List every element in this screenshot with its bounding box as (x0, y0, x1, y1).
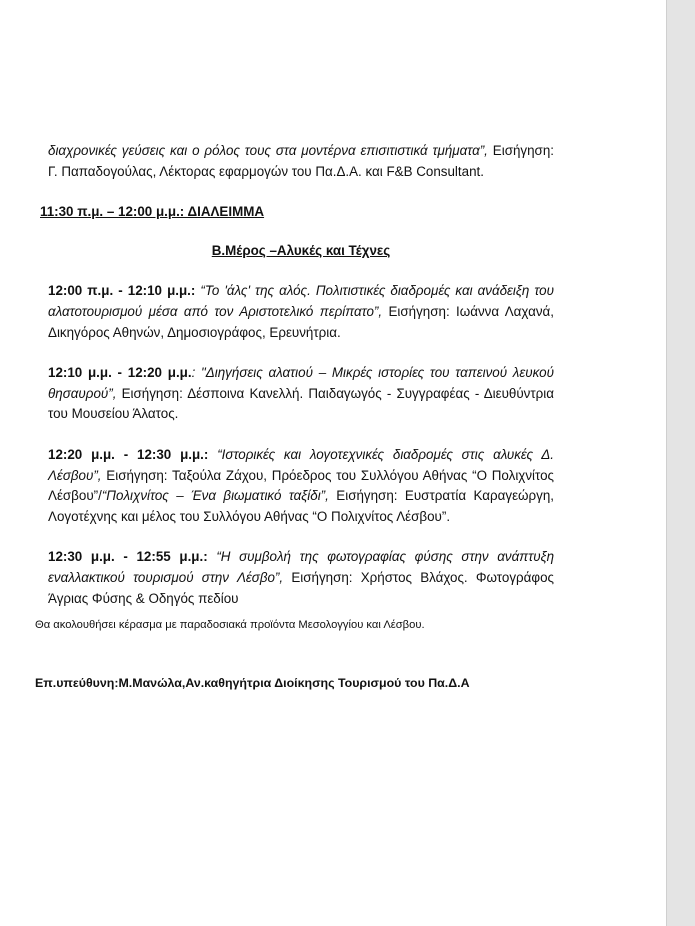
talk-speaker: Εισήγηση: Δέσποινα Κανελλή. Παιδαγωγός - Συγγραφέας - Διευθύντρια του Μουσείου Άλατος. (48, 385, 554, 422)
talk-title: : "Διηγήσεις αλατιού – Μικρές ιστορίες του ταπεινού λευκού θησαυρού”, (48, 365, 554, 401)
intro-italic-text: διαχρονικές γεύσεις και ο ρόλος τους στα μοντέρνα επισιτιστικά τμήματα”, (48, 143, 488, 158)
talk-time: 12:30 μ.μ. - 12:55 μ.μ.: (48, 549, 208, 565)
talk-time: 12:10 μ.μ. - 12:20 μ.μ. (48, 365, 192, 381)
talk-title-2: “Πολιχνίτος – Ένα βιωματικό ταξίδι”, (101, 488, 329, 504)
intro-paragraph (48, 141, 554, 182)
talk-speaker-2: Εισήγηση: Ευστρατία Καραγεώργη, Λογοτέχνης και μέλος του Συλλόγου Αθήνας “Ο Πολιχνίτος Λέσβου”. (48, 488, 554, 524)
talk-item (48, 445, 554, 527)
talk-item (48, 547, 554, 609)
talk-item (48, 281, 554, 343)
talk-title: “Η συμβολή της φωτογραφίας φύσης στην ανάπτυξη εναλλακτικού τουρισμού στην Λέσβο”, (48, 549, 554, 585)
talk-title: “Ιστορικές και λογοτεχνικές διαδρομές στις αλυκές Δ. Λέσβου”, (48, 446, 554, 483)
talk-speaker: Εισήγηση: Χρήστος Βλάχος. Φωτογράφος Άγριας Φύσης & Οδηγός πεδίου (48, 569, 554, 606)
refreshment-note: Θα ακολουθήσει κέρασμα με παραδοσιακά προϊόντα Μεσολογγίου και Λέσβου. (35, 619, 425, 632)
responsible-person: Επ.υπεύθυνη:Μ.Μανώλα,Αν.καθηγήτρια Διοίκησης Τουρισμού του Πα.Δ.Α (35, 676, 470, 691)
talk-time: 12:20 μ.μ. - 12:30 μ.μ.: (48, 446, 209, 462)
intro-text: Εισήγηση: Γ. Παπαδογούλας, Λέκτορας εφαρμογών του Πα.Δ.Α. και F&B Consultant. (48, 143, 554, 179)
talk-item (48, 363, 554, 425)
talk-speaker: Εισήγηση: Ιωάννα Λαχανά, Δικηγόρος Αθηνών, Δημοσιογράφος, Ερευνήτρια. (48, 303, 554, 340)
talk-title: “Το 'άλς' της αλός. Πολιτιστικές διαδρομές και ανάδειξη του αλατοτουρισμού μέσα από τον Αριστοτελικό περίπατο”, (48, 283, 554, 319)
section-title: Β.Μέρος –Αλυκές και Τέχνες (211, 242, 391, 258)
talk-speaker: Εισήγηση: Ταξούλα Ζάχου, Πρόεδρος του Συλλόγου Αθήνας “Ο Πολιχνίτος Λέσβου”/ (48, 467, 554, 504)
document-content (35, 141, 554, 694)
break-line: 11:30 π.μ. – 12:00 μ.μ.: ΔΙΑΛΕΙΜΜΑ (40, 204, 265, 220)
talk-time: 12:00 π.μ. - 12:10 μ.μ.: (48, 283, 196, 299)
